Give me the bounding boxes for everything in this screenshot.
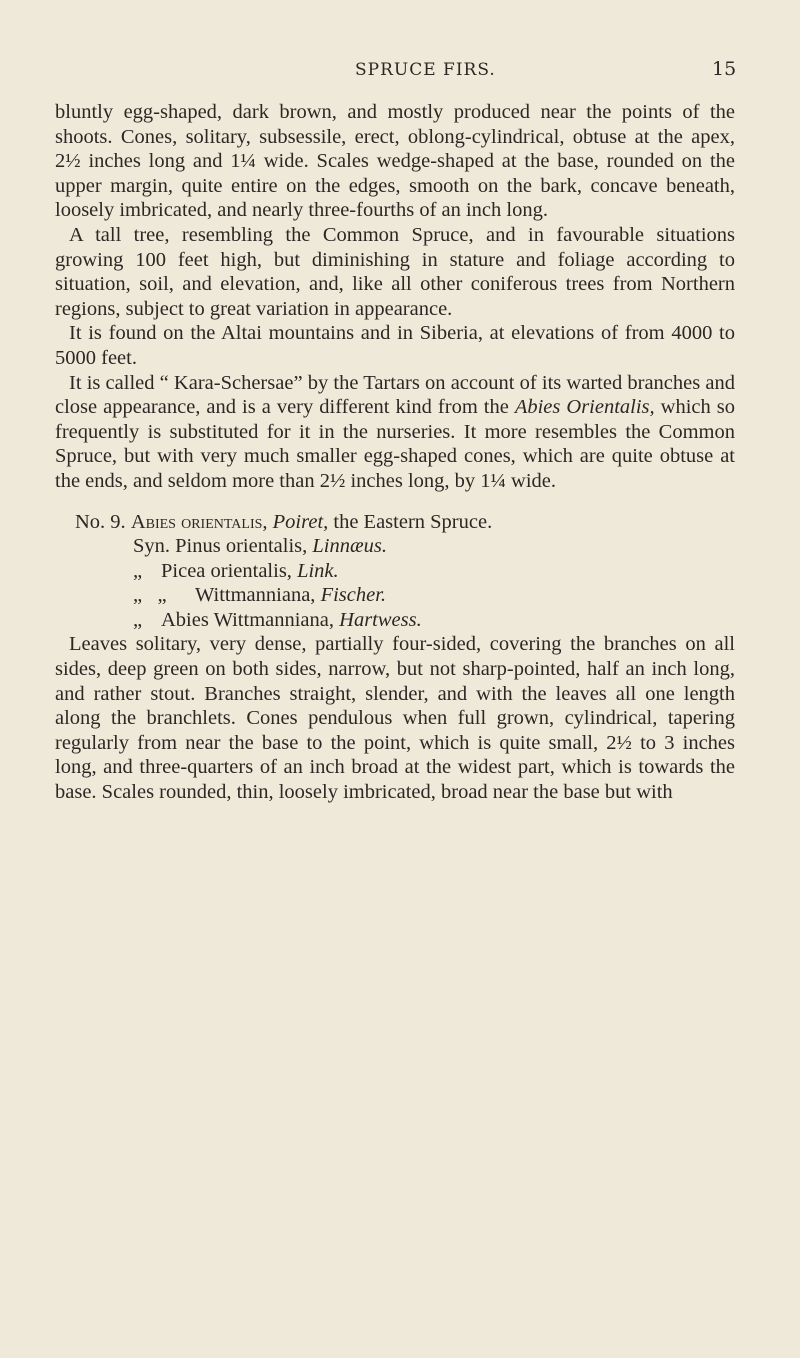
entry-authority: Poiret, [272,510,329,533]
naming-text-a: It is called “ Kara-Schersae” by the Tartars on account of its warted branches and close appearance, and is a very different kind from the [55,371,735,419]
paragraph-habitat: It is found on the Altai mountains and in Siberia, at elevations of from 4000 to 5000 feet. [55,322,735,369]
synonym-authority: Link. [297,559,339,582]
synonym-line [55,608,735,633]
paragraph-continued: bluntly egg-shaped, dark brown, and mostly produced near the points of the shoots. Cones, solitary, subsessile, erect, oblong-cylindrical, obtuse at the apex, 2½ inches long and 1¼ wide. Scales wedge-shaped at the base, rounded on the upper margin, quite entire on the edges, smooth on the bark, concave beneath, loosely imbricated, and nearly three-fourths of an inch long. [55,101,735,222]
running-title: SPRUCE FIRS. [355,60,496,80]
entry-species-name: Abies orientalis, [130,510,268,533]
synonym-line [55,559,735,584]
synonym-authority: Hartwess. [339,608,422,631]
synonym-prefix: „ „ [133,584,167,607]
entry-heading [55,510,735,535]
synonym-name: Picea orientalis, [161,559,292,582]
paragraph-leaves: Leaves solitary, very dense, partially four-sided, covering the branches on all sides, deep green on both sides, narrow, but not sharp-pointed, half an inch long, and rather stout. Branches straight, slender, and with the leaves all one length along the branchlets. Cones pendulous when full grown, cylindrical, tapering regularly from near the base to the point, which is quite small, 2½ to 3 inches long, and three-quarters of an inch broad at the widest part, which is towards the base. Scales rounded, thin, loosely imbricated, broad near the base but with [55,633,735,804]
synonym-prefix: „ [133,559,143,582]
entry-number: No. 9. [75,510,126,533]
synonym-prefix: „ [133,608,143,631]
synonym-name: Pinus orientalis, [175,535,308,558]
paragraph-description: A tall tree, resembling the Common Spruce, and in favourable situations growing 100 feet high, but diminishing in stature and foliage according to situation, soil, and elevation, and, like all other coniferous trees from Northern regions, subject to great variation in appearance. [55,223,735,320]
species-italic: Abies Orientalis, [514,396,655,419]
synonym-prefix: Syn. [133,535,171,558]
synonym-authority: Fischer. [320,584,387,607]
synonym-line [55,583,735,608]
naming-text-b: which so frequently is substituted for it in the nurseries. It more resembles the Common Spruce, but with very much smaller egg-shaped cones, which are quite obtuse at the ends, and seldom more than 2½ inches long, by 1¼ wide. [55,396,736,492]
section-gap [55,494,735,510]
synonym-name: Abies Wittmanniana, [161,608,335,631]
entry-common-name: the Eastern Spruce. [333,510,493,533]
synonym-authority: Linnæus. [312,535,388,558]
synonym-line [55,534,735,559]
page-number: 15 [712,58,737,80]
synonym-name: Wittmanniana, [195,584,316,607]
body-text [55,100,735,805]
paragraph-naming [55,371,735,494]
